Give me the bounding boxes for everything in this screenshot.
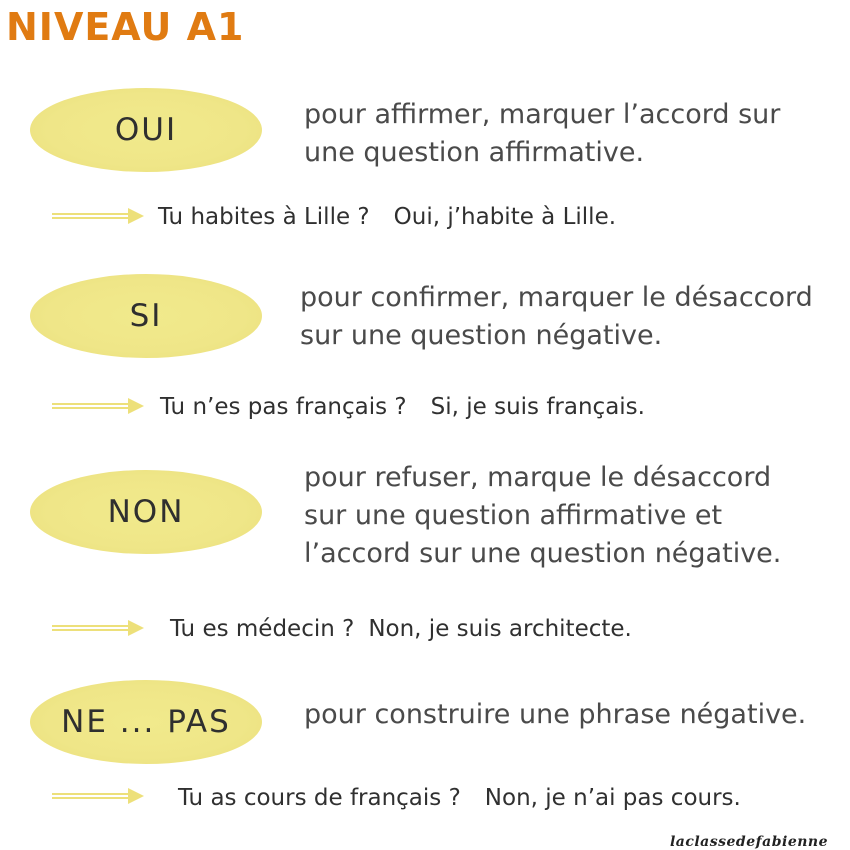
definition-line: pour refuser, marque le désaccord — [304, 462, 772, 493]
definition-ne-pas — [304, 696, 806, 734]
term-pill-si: SI — [30, 274, 262, 358]
example-non — [170, 614, 632, 644]
example-ne-pas — [178, 783, 741, 813]
definition-oui — [304, 96, 780, 172]
definition-line: l’accord sur une question négative. — [304, 538, 782, 569]
definition-si — [300, 279, 813, 355]
definition-line: sur une question négative. — [300, 320, 663, 351]
term-pill-non: NON — [30, 470, 262, 554]
watermark: laclassedefabienne — [669, 834, 828, 850]
arrow-icon — [52, 786, 144, 806]
example-si — [160, 392, 645, 422]
example-oui — [158, 202, 616, 232]
arrow-icon — [52, 206, 144, 226]
page-title: NIVEAU A1 — [6, 5, 245, 49]
definition-line: pour affirmer, marquer l’accord sur — [304, 99, 781, 130]
definition-line: pour confirmer, marquer le désaccord — [300, 282, 813, 313]
example-answer: Oui, j’habite à Lille. — [393, 204, 617, 230]
example-question: Tu es médecin ? — [170, 616, 355, 642]
definition-non — [304, 459, 781, 573]
example-answer: Si, je suis français. — [430, 394, 645, 420]
example-answer: Non, je n’ai pas cours. — [484, 785, 741, 811]
arrow-icon — [52, 396, 144, 416]
definition-line: sur une question affirmative et — [304, 500, 723, 531]
example-question: Tu as cours de français ? — [178, 785, 461, 811]
example-question: Tu habites à Lille ? — [158, 204, 370, 230]
example-question: Tu n’es pas français ? — [160, 394, 407, 420]
definition-line: une question affirmative. — [304, 137, 645, 168]
arrow-icon — [52, 618, 144, 638]
definition-line: pour construire une phrase négative. — [304, 699, 807, 730]
term-pill-oui: OUI — [30, 88, 262, 172]
term-pill-ne-pas: NE ... PAS — [30, 680, 262, 764]
example-answer: Non, je suis architecte. — [368, 616, 632, 642]
